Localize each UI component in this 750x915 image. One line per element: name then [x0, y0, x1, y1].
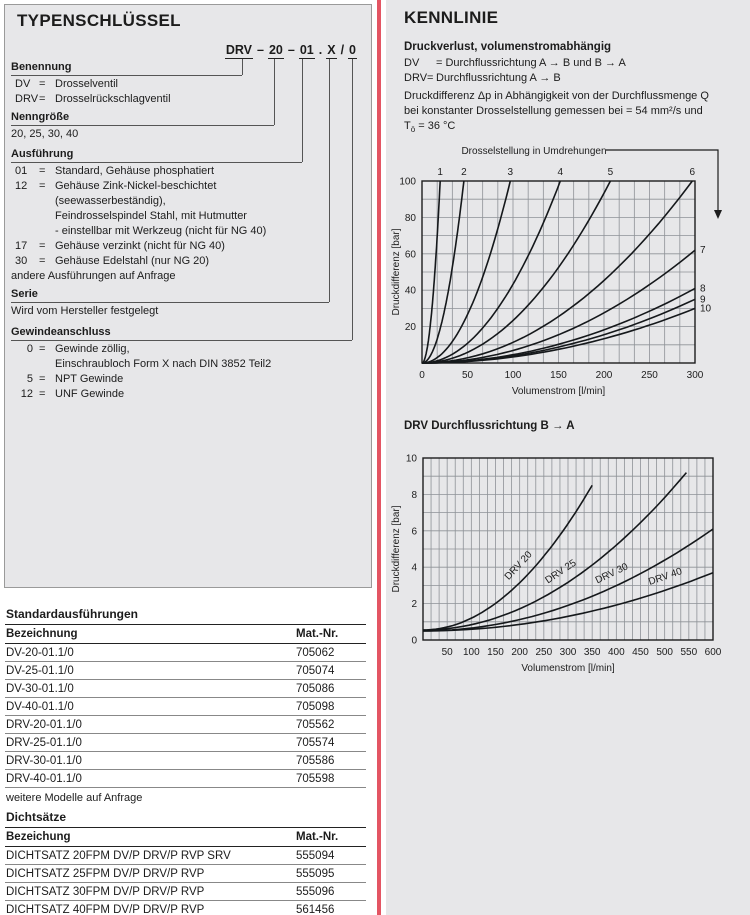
curve-drv-25 [423, 473, 686, 630]
typenschluessel-title: TYPENSCHLÜSSEL [17, 11, 181, 30]
key-row [11, 224, 367, 239]
chart-drv-b-a [388, 450, 748, 682]
flow-code: DV [404, 57, 420, 69]
key-cell: = [39, 343, 46, 355]
curve-label: 1 [437, 167, 443, 178]
key-cell: Drosselventil [55, 78, 118, 90]
y-tick-label: 100 [399, 176, 416, 188]
dicht-table-header [5, 828, 366, 847]
y-tick-label: 0 [411, 635, 417, 647]
curve-label: 7 [700, 245, 706, 257]
key-row [11, 164, 367, 179]
key-cell: Gehäuse Zink-Nickel-beschichtet [55, 180, 217, 192]
key-cell [11, 357, 39, 372]
x-tick-label: 50 [441, 647, 453, 658]
table-row [5, 847, 366, 865]
key-row [11, 357, 367, 372]
table-row [5, 662, 366, 680]
table-cell: DV-25-01.1/0 [6, 664, 74, 677]
x-tick-label: 50 [461, 370, 474, 381]
key-cell: UNF Gewinde [55, 388, 125, 400]
key-row [11, 209, 367, 224]
key-cell [11, 209, 39, 224]
curve-label: 9 [700, 294, 706, 306]
key-cell: Feindrosselspindel Stahl, mit Hutmutter [55, 210, 247, 222]
table-cell: 705574 [296, 736, 335, 749]
x-tick-label: 600 [704, 647, 722, 658]
key-row [11, 179, 367, 194]
table-cell: DV-30-01.1/0 [6, 682, 74, 695]
key-cell: DV [15, 78, 31, 90]
key-cell [39, 357, 55, 372]
key-cell: 17 [15, 240, 28, 252]
key-row [11, 372, 367, 387]
standard-table-title: Standardausführungen [5, 607, 366, 625]
key-cell: Gehäuse Edelstahl (nur NG 20) [55, 255, 210, 267]
table-cell: DV-20-01.1/0 [6, 646, 74, 659]
kennlinie-panel [386, 0, 750, 915]
table-cell: DRV-30-01.1/0 [6, 754, 82, 767]
table-row [5, 752, 366, 770]
flow-line-drv [404, 71, 626, 86]
x-tick-label: 150 [550, 370, 567, 381]
table-cell: 705562 [296, 718, 335, 731]
key-cell: - einstellbar mit Werkzeug (nicht für NG 40) [55, 225, 267, 237]
key-cell: = [39, 165, 46, 177]
flow-text: Durchflussrichtung A → B [436, 72, 561, 84]
flow-line-dv [404, 56, 626, 71]
y-tick-label: 40 [404, 285, 416, 297]
x-axis-title: Volumenstrom [l/min] [511, 386, 606, 397]
y-tick-label: 60 [404, 249, 416, 261]
table-row [5, 770, 366, 788]
key-cell: 01 [15, 165, 28, 177]
x-tick-label: 250 [641, 370, 658, 381]
key-row [11, 194, 367, 209]
col-header-matnr: Mat.-Nr. [296, 831, 339, 843]
table-cell: 705586 [296, 754, 335, 767]
curve-label: 10 [700, 303, 712, 315]
type-code-segment: – [287, 43, 295, 57]
standard-table-header [5, 625, 366, 644]
chart1-top-title: Drosselstellung in Umdrehungen [461, 146, 607, 157]
key-cell: (seewasserbeständig), [55, 195, 166, 207]
curve-label: 4 [557, 167, 564, 178]
table-row [5, 883, 366, 901]
table-cell: DICHTSATZ 20FPM DV/P DRV/P RVP SRV [6, 849, 231, 862]
curve-label: DRV 20 [502, 549, 535, 583]
section-rows-ausfuehrung [11, 164, 367, 284]
section-text: 20, 25, 30, 40 [11, 128, 79, 140]
standard-table [5, 607, 366, 804]
curve-label: DRV 25 [543, 557, 579, 587]
table-cell: 705062 [296, 646, 335, 659]
key-cell: Gehäuse verzinkt (nicht für NG 40) [55, 240, 225, 252]
divider-line [377, 0, 381, 915]
key-cell: = [39, 240, 46, 252]
curve-drv-20 [423, 485, 592, 630]
key-cell: = [39, 78, 46, 90]
y-axis-title: Druckdifferenz [bar] [391, 228, 402, 316]
type-code-segment: DRV [225, 43, 253, 57]
direction-arrow-head [714, 210, 722, 219]
connector-benennung [242, 59, 243, 75]
x-tick-label: 100 [504, 370, 522, 381]
table-cell: DRV-25-01.1/0 [6, 736, 82, 749]
table-cell: DICHTSATZ 30FPM DV/P DRV/P RVP [6, 885, 205, 898]
x-tick-label: 150 [487, 647, 504, 658]
typenschluessel-box [4, 4, 372, 588]
table-cell: 555095 [296, 867, 335, 880]
curve-label: DRV 40 [647, 566, 684, 588]
y-tick-label: 4 [411, 562, 417, 574]
dicht-table-title: Dichtsätze [5, 810, 366, 828]
x-tick-label: 200 [511, 647, 529, 658]
table-row [5, 680, 366, 698]
flow-direction-lines [404, 56, 626, 86]
y-tick-label: 8 [411, 489, 417, 501]
table-cell: DICHTSATZ 25FPM DV/P DRV/P RVP [6, 867, 205, 880]
type-code-segment: . [318, 43, 323, 57]
y-axis-title: Druckdifferenz [bar] [391, 505, 402, 593]
table-cell: 555094 [296, 849, 335, 862]
kennlinie-subtitle: Druckverlust, volumenstromabhängig [404, 41, 612, 53]
standard-table-footer: weitere Modelle auf Anfrage [6, 792, 143, 804]
section-footer: andere Ausführungen auf Anfrage [11, 270, 176, 282]
x-tick-label: 300 [686, 370, 704, 381]
table-cell: 561456 [296, 903, 335, 915]
key-row [11, 92, 367, 107]
type-code-segment: – [257, 43, 264, 57]
table-cell: 705098 [296, 700, 335, 713]
table-row [5, 901, 366, 915]
flow-text: = Durchflussrichtung A → B und B → A [436, 57, 626, 69]
y-tick-label: 10 [405, 453, 417, 465]
type-code-segment: / [340, 43, 345, 57]
key-cell: 5 [26, 373, 33, 385]
section-rows-gewindeanschluss [11, 342, 367, 402]
table-cell: DICHTSATZ 40FPM DV/P DRV/P RVP [6, 903, 205, 915]
key-cell: Drosselrückschlagventil [55, 93, 171, 105]
dicht-table [5, 810, 366, 915]
table-cell: DRV-20-01.1/0 [6, 718, 82, 731]
key-cell [39, 209, 55, 224]
key-cell: NPT Gewinde [55, 373, 124, 385]
section-text: Wird vom Hersteller festgelegt [11, 305, 159, 317]
col-header-bezeichnung: Bezeichung [6, 831, 71, 843]
table-row [5, 716, 366, 734]
key-cell: = [39, 388, 46, 400]
key-cell: = [39, 180, 46, 192]
key-cell: Gewinde zöllig, [55, 343, 130, 355]
table-row [5, 644, 366, 662]
curve-label: DRV 30 [593, 561, 631, 587]
chart-druckverlust [388, 138, 748, 400]
col-header-bezeichnung: Bezeichnung [6, 628, 78, 640]
section-heading-benennung: Benennung [11, 61, 242, 76]
section-heading-gewindeanschluss: Gewindeanschluss [11, 326, 352, 341]
section-heading-serie: Serie [11, 288, 329, 303]
key-cell: 0 [26, 343, 33, 355]
flow-code: DRV= [404, 72, 434, 84]
x-tick-label: 100 [462, 647, 480, 658]
y-tick-label: 80 [404, 212, 416, 224]
key-cell: 30 [15, 255, 28, 267]
type-code-segment: 0 [349, 43, 356, 57]
section-rows-nenngroesse [11, 127, 367, 142]
section-rows-benennung [11, 77, 367, 107]
table-cell: DV-40-01.1/0 [6, 700, 74, 713]
table-row [5, 734, 366, 752]
key-row [11, 254, 367, 269]
curve-label: 3 [507, 167, 514, 178]
kennlinie-title: KENNLINIE [404, 8, 499, 27]
x-tick-label: 250 [535, 647, 553, 658]
table-row [5, 865, 366, 883]
type-code-segment: 01 [299, 43, 314, 57]
standard-table-body [5, 644, 366, 788]
dicht-table-body [5, 847, 366, 915]
x-tick-label: 0 [419, 370, 425, 381]
key-cell: = [39, 373, 46, 385]
section-heading-ausfuehrung: Ausführung [11, 148, 302, 163]
type-code-segment: X [327, 43, 336, 57]
table-row [5, 698, 366, 716]
key-cell [39, 194, 55, 209]
note-line-1: Druckdifferenz Δp in Abhängigkeit von der Durchflussmenge Q [404, 90, 709, 102]
curve-label: 2 [461, 167, 467, 178]
note-line-2: bei konstanter Drosselstellung gemessen bei = 54 mm²/s und [404, 105, 703, 117]
x-tick-label: 550 [680, 647, 698, 658]
key-row [11, 342, 367, 357]
key-cell [39, 224, 55, 239]
type-code-segment: 20 [268, 43, 283, 57]
key-row [11, 239, 367, 254]
direction-arrow [606, 150, 718, 210]
curve-label: 6 [689, 167, 696, 178]
table-cell: DRV-40-01.1/0 [6, 772, 82, 785]
y-tick-label: 2 [411, 599, 417, 611]
table-cell: 705598 [296, 772, 335, 785]
key-cell [11, 194, 39, 209]
y-tick-label: 20 [404, 322, 416, 334]
key-cell: 12 [20, 388, 33, 400]
key-cell: 12 [15, 180, 28, 192]
key-row [11, 387, 367, 402]
x-tick-label: 200 [595, 370, 613, 381]
type-code [223, 43, 359, 57]
section-rows-serie [11, 304, 367, 319]
key-cell: = [39, 93, 46, 105]
note-line-3: $T_ö = 36$ °C [404, 120, 456, 135]
key-cell: = [39, 255, 46, 267]
key-cell: Standard, Gehäuse phosphatiert [55, 165, 215, 177]
connector-ausfuehrung [302, 59, 303, 162]
section-heading-nenngroesse: Nenngröße [11, 111, 274, 126]
curve-label: 8 [700, 283, 706, 295]
measurement-note [404, 89, 740, 137]
x-tick-label: 500 [656, 647, 674, 658]
chart2-title: DRV Durchflussrichtung B → A [404, 420, 575, 432]
y-tick-label: 6 [411, 526, 417, 538]
x-axis-title: Volumenstrom [l/min] [521, 663, 615, 674]
key-cell: DRV [15, 93, 39, 105]
x-tick-label: 350 [583, 647, 601, 658]
table-cell: 555096 [296, 885, 335, 898]
table-cell: 705074 [296, 664, 335, 677]
col-header-matnr: Mat.-Nr. [296, 628, 339, 640]
curve-label: 5 [607, 167, 614, 178]
x-tick-label: 450 [632, 647, 649, 658]
key-cell [11, 224, 39, 239]
table-cell: 705086 [296, 682, 335, 695]
x-tick-label: 400 [607, 647, 625, 658]
key-row [11, 77, 367, 92]
key-cell: Einschraubloch Form X nach DIN 3852 Teil2 [55, 358, 272, 370]
x-tick-label: 300 [559, 647, 577, 658]
